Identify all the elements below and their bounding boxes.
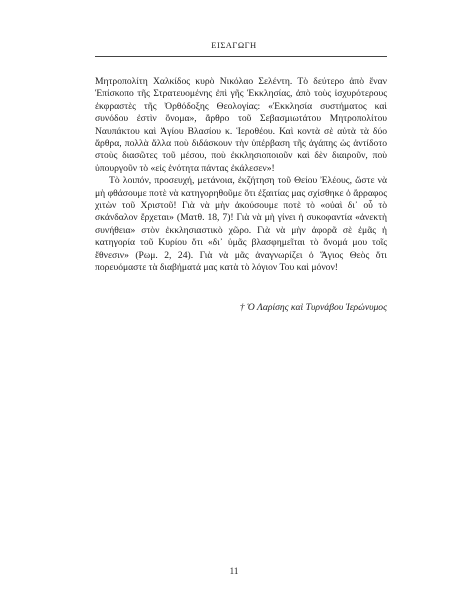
running-head: ΕΙΣΑΓΩΓΗ [211,40,257,50]
signature: † Ὁ Λαρίσης καὶ Τυρνάβου Ἱερώνυμος [239,302,387,313]
page-number: 11 [229,566,239,576]
header-divider [95,56,387,57]
paragraph: Τὸ λοιπόν, προσευχή, μετάνοια, ἐκζήτηση τοῦ Θείου Ἐλέους, ὥστε νὰ μὴ φθάσουμε ποτὲ νὰ κατηγορηθοῦμε ὅτι ἐξαιτίας μας σχίσθηκε ὁ ἄρραφος χιτὼν τοῦ Χριστοῦ! Γιὰ νὰ μὴν ἀκούσουμε ποτὲ τὸ «οὐαὶ δι᾽ οὗ τὸ σκάνδαλον ἔρχεται» (Ματθ. 18, 7)! Γιὰ νὰ μὴ γίνει ἡ συκοφαντία «ἀνεκτὴ συνήθεια» στὸν ἐκκλησιαστικὸ χῶρο. Γιὰ νὰ μὴν ἀφορᾶ σὲ ἐμᾶς ἡ κατηγορία τοῦ Κυρίου ὅτι «δι᾽ ὑμᾶς βλασφημεῖται τὸ ὄνομά μου τοῖς ἔθνεσιν» (Ρωμ. 2, 24). Γιὰ νὰ μᾶς ἀναγνωρίζει ὁ Ἅγιος Θεὸς ὅτι πορευόμαστε τὰ διαβήματά μας κατὰ τὸ λόγιον Του καὶ μόνον! [95,175,387,274]
paragraph: Μητροπολίτη Χαλκίδος κυρὸ Νικόλαο Σελέντη. Τὸ δεύτερο ἀπὸ ἕναν Ἐπίσκοπο τῆς Στρατευομένης ἐπὶ γῆς Ἐκκλησίας, ἀπὸ τοὺς ἰσχυρότερους ἐκφραστὲς τῆς Ὀρθόδοξης Θεολογίας: «Ἐκκλησία συστήματος καὶ συνόδου ἐστὶν ὄνομα», ἄρθρο τοῦ Σεβασμιωτάτου Μητροπολίτου Ναυπάκτου καὶ Ἁγίου Βλασίου κ. Ἱεροθέου. Καὶ κοντὰ σὲ αὐτὰ τὰ δύο ἄρθρα, πολλὰ ἄλλα ποὺ διδάσκουν τὴν ὑπέρβαση τῆς ἀγάπης ὡς ἀντίδοτο στοὺς διασῶτες τοῦ μέσου, ποὺ ἐκκλησιοποιοῦν καὶ δὲν διαιροῦν, ποὺ ὑπουργοῦν τὸ «εἰς ἑνότητα πάντας ἐκάλεσεν»! [95,76,387,174]
body-text [95,76,387,275]
